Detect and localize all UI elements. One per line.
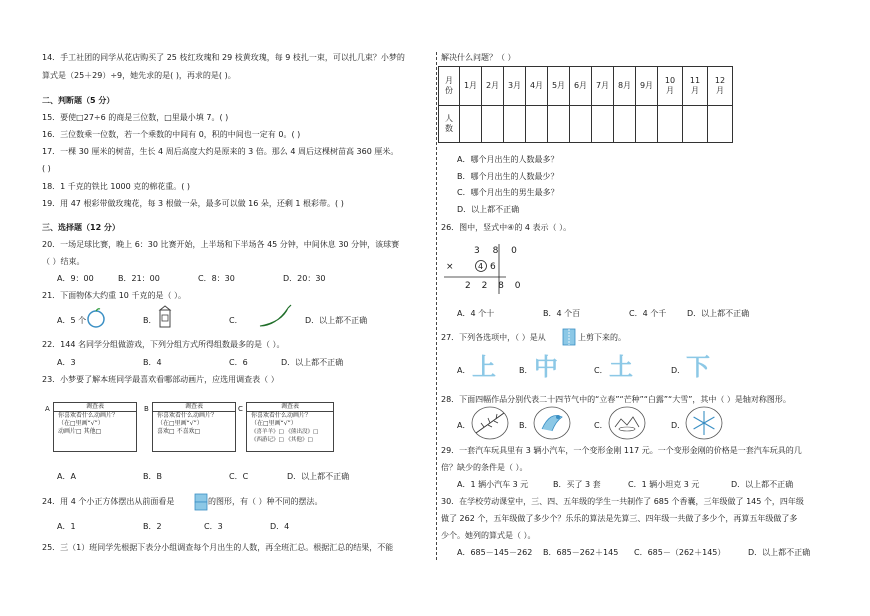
q29-line2: 倍？缺少的条件是（ ）。 [441, 463, 528, 472]
empty-cell [658, 106, 683, 143]
month-cell: 9月 [636, 67, 658, 106]
q24-option-a: A．1 [57, 522, 76, 531]
survey-line: 喜欢□ 不喜欢□ [157, 428, 201, 435]
circled-digit-value: 4 [478, 262, 484, 271]
empty-cell [636, 106, 658, 143]
q17-line1: 17．一棵 30 厘米的树苗，生长 4 周后高度大约是原来的 3 倍。那么 4 周后这棵树苗高 360 厘米。 [42, 147, 399, 156]
empty-cell [526, 106, 548, 143]
q28-option-d: D． [671, 421, 686, 430]
month-cell [683, 67, 708, 106]
pea-pod-icon [258, 304, 292, 330]
q24-text-b: 的图形，有（ ）种不同的摆法。 [208, 497, 323, 506]
q30-option-a: A．685－145－262 [457, 548, 533, 557]
lichun-branch-icon [470, 405, 510, 441]
survey-table-b [152, 402, 236, 452]
q30-line1: 30．在学校劳动课堂中，三、四、五年级的学生一共制作了 685 个香囊，三年级做了 145 个，四年级 [441, 497, 804, 506]
q24-option-d: D．4 [270, 522, 290, 531]
mult-row1: 3 8 0 [474, 246, 522, 256]
q30-line3: 少个。她列的算式是（ ）。 [441, 531, 536, 540]
survey-line: （在□里画“√”） [58, 420, 104, 427]
month-cell: 3月 [504, 67, 526, 106]
q26: 26．图中，竖式中④的 4 表示（ ）。 [441, 223, 572, 232]
empty-cell [504, 106, 526, 143]
char-shang-icon: 上 [472, 353, 496, 381]
q20-line1: 20．一场足球比赛，晚上 6：30 比赛开始，上半场和下半场各 45 分钟，中间休息 30 分钟，该球赛 [42, 240, 400, 249]
q27-text-b: 上剪下来的。 [578, 333, 626, 342]
milk-carton-icon [158, 306, 172, 328]
survey-line: 《喜羊羊》□ 《熊出没》□ [251, 429, 319, 435]
empty-cell [460, 106, 482, 143]
q23-option-a: A．A [57, 472, 76, 481]
q25-option-b: B．哪个月出生的人数最少？ [457, 172, 559, 181]
q30-option-c: C．685－（262＋145） [634, 548, 726, 557]
empty-cell [482, 106, 504, 143]
q22: 22．144 名同学分组做游戏，下列分组方式所得组数最多的是（ ）。 [42, 340, 285, 349]
char-zhong-icon: 中 [534, 353, 558, 381]
q22-option-b: B．4 [143, 358, 162, 367]
survey-line: （在□里画“√”） [157, 420, 203, 427]
survey-line: 你喜欢看什么动画片？ [157, 412, 218, 419]
q27-option-b: B． [519, 366, 533, 375]
q28: 28．下面四幅作品分别代表二十四节气中的“立春”“芒种”“白露”“大雪”，其中（ ）是轴对称图形。 [441, 395, 791, 404]
q21: 21．下面物体大约重 10 千克的是（ ）。 [42, 291, 186, 300]
q27-option-c: C． [594, 366, 608, 375]
char-tu-icon: 土 [609, 353, 633, 381]
snowflake-icon [684, 405, 724, 441]
month-cell: 2月 [482, 67, 504, 106]
survey-line: 《西游记》□ 《其他》□ [251, 437, 313, 443]
q20-option-d: D．20：30 [283, 274, 326, 283]
mult-row2: 6 [490, 262, 496, 272]
month-cell [658, 67, 683, 106]
month-cell: 8月 [614, 67, 636, 106]
month-cell: 6月 [570, 67, 592, 106]
mult-sign: × [446, 262, 454, 272]
survey-title: 调查表 [247, 403, 333, 412]
q28-option-c: C． [594, 421, 608, 430]
survey-b-letter: B [144, 405, 149, 413]
month-cell [708, 67, 733, 106]
survey-title: 调查表 [54, 403, 136, 412]
q22-option-a: A．3 [57, 358, 76, 367]
month-header-cell [439, 67, 460, 106]
survey-c-letter: C [238, 405, 243, 413]
q21-option-c: C． [229, 316, 243, 325]
month-cell: 5月 [548, 67, 570, 106]
empty-cell [592, 106, 614, 143]
q26-option-a: A．4 个十 [457, 309, 495, 318]
section-judge-title: 二、判断题（5 分） [42, 96, 115, 105]
survey-table-a [53, 402, 137, 452]
section-choice-title: 三、选择题（12 分） [42, 223, 120, 232]
people-label-cell [439, 106, 460, 143]
q14-line2: 算式是（25＋29）÷9，她先求的是( )，再求的是( )。 [42, 71, 236, 80]
empty-cell [614, 106, 636, 143]
q24-option-c: C．3 [204, 522, 223, 531]
q30-option-d: D．以上都不正确 [748, 548, 811, 557]
q29-option-c: C．1 辆小坦克 3 元 [628, 480, 700, 489]
q17-line2: ( ) [42, 164, 51, 173]
q29-option-b: B．买了 3 套 [553, 480, 601, 489]
folded-paper-icon [562, 328, 576, 346]
month-cell: 1月 [460, 67, 482, 106]
q27-option-a: A． [457, 366, 471, 375]
q18: 18．1 千克的铁比 1000 克的棉花重。( ) [42, 182, 191, 191]
q23: 23．小梦要了解本班同学最喜欢看哪部动画片，应选用调查表（ ） [42, 375, 279, 384]
q23-option-c: C．C [229, 472, 249, 481]
q21-option-a: A．5 个 [57, 316, 87, 325]
q20-option-a: A．9：00 [57, 274, 94, 283]
char-xia-icon: 下 [686, 353, 710, 381]
q24-text-a: 24．用 4 个小正方体摆出从前面看是 [42, 497, 175, 506]
q22-option-d: D．以上都不正确 [281, 358, 344, 367]
q20-option-b: B．21：00 [118, 274, 160, 283]
q20-line2: （ ）结束。 [42, 257, 85, 266]
q30-option-b: B．685－262＋145 [543, 548, 619, 557]
q28-option-b: B． [519, 421, 533, 430]
survey-table-c [246, 402, 334, 452]
mult-result: 2 2 8 0 [465, 281, 525, 291]
q21-option-d: D．以上都不正确 [305, 316, 368, 325]
empty-cell [548, 106, 570, 143]
q29-option-d: D．以上都不正确 [731, 480, 794, 489]
month-cell: 4月 [526, 67, 548, 106]
bailu-icon [607, 405, 647, 441]
front-view-shape-icon [194, 493, 208, 511]
survey-title: 调查表 [153, 403, 235, 412]
q25-option-d: D．以上都不正确 [457, 205, 520, 214]
q27-option-d: D． [671, 366, 686, 375]
survey-line: 动画片□ 其他□ [58, 428, 102, 435]
cell-text: 12月 [714, 76, 726, 95]
q29-option-a: A．1 辆小汽车 3 元 [457, 480, 529, 489]
q25-option-a: A．哪个月出生的人数最多？ [457, 155, 559, 164]
q25-continued: 解决什么问题？（ ） [441, 53, 516, 62]
q25-line1: 25．三（1）班同学先根据下表分小组调查每个月出生的人数，再全班汇总。根据汇总的结果，不能 [42, 543, 394, 552]
survey-line: 你喜欢看什么动画片？ [58, 412, 119, 419]
q29-line1: 29．一套汽车玩具里有 3 辆小汽车，一个变形金刚 117 元。一个变形金刚的价格是一套汽车玩具的几 [441, 446, 802, 455]
month-cell: 7月 [592, 67, 614, 106]
apple-icon [86, 308, 106, 328]
empty-cell [683, 106, 708, 143]
empty-cell [570, 106, 592, 143]
cell-text: 11月 [689, 76, 701, 95]
q23-option-d: D．以上都不正确 [287, 472, 350, 481]
survey-line: （在□里画“√”） [251, 420, 297, 427]
birth-month-table [438, 66, 733, 143]
cell-text: 月份 [445, 76, 453, 95]
q22-option-c: C．6 [229, 358, 248, 367]
survey-line: 你喜欢看什么动画片？ [251, 412, 312, 419]
survey-a-letter: A [45, 405, 50, 413]
mangzhong-icon [532, 405, 572, 441]
q23-option-b: B．B [143, 472, 162, 481]
q19: 19．用 47 根彩带做玫瑰花，每 3 根做一朵，最多可以做 16 朵，还剩 1 根彩带。( ) [42, 199, 344, 208]
column-divider [436, 52, 437, 560]
q16: 16．三位数乘一位数，若一个乘数的中间有 0，积的中间也一定有 0。( ) [42, 130, 301, 139]
q26-option-d: D．以上都不正确 [687, 309, 750, 318]
q25-option-c: C．哪个月出生的男生最多？ [457, 188, 559, 197]
q27-text-a: 27．下列各选项中，（ ）是从 [441, 333, 546, 342]
q30-line2: 做了 262 个，五年级做了多少个？乐乐的算法是先算三、四年级一共做了多少个，再算五年级做了多 [441, 514, 798, 523]
cell-text: 10月 [664, 76, 676, 95]
q14-line1: 14．手工社团的同学从花店购买了 25 枝红玫瑰和 29 枝黄玫瑰，每 9 枝扎一束，可以扎几束？小梦的 [42, 53, 405, 62]
q21-option-b: B． [143, 316, 157, 325]
q28-option-a: A． [457, 421, 471, 430]
q20-option-c: C．8：30 [198, 274, 235, 283]
empty-cell [708, 106, 733, 143]
q26-option-c: C．4 个千 [629, 309, 667, 318]
cell-text: 人数 [445, 114, 453, 133]
q26-option-b: B．4 个百 [543, 309, 581, 318]
q15: 15．要使□27÷6 的商是三位数，□里最小填 7。( ) [42, 113, 229, 122]
q24-option-b: B．2 [143, 522, 162, 531]
